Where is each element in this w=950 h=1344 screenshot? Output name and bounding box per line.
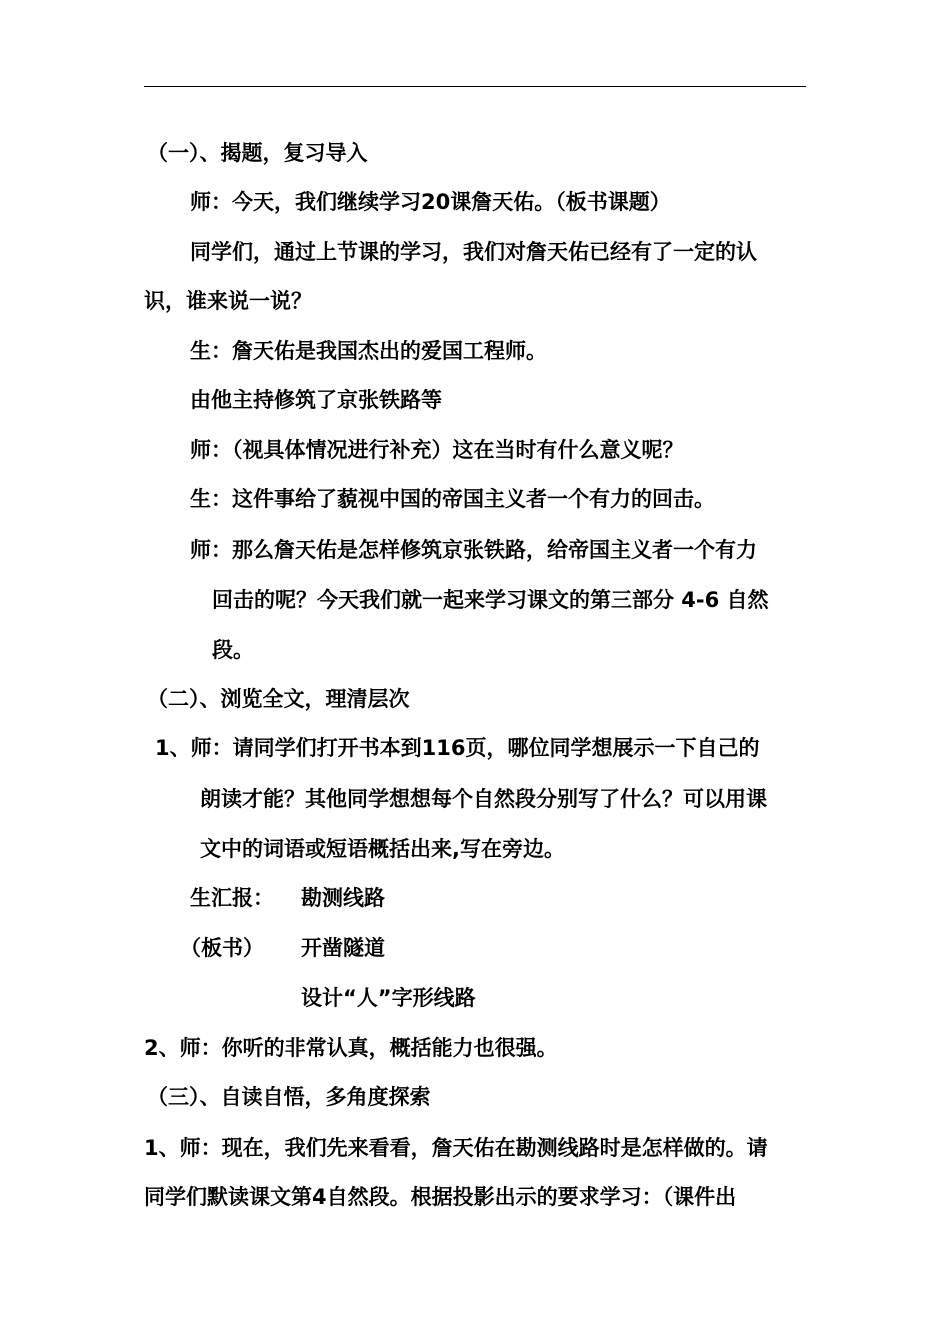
header-rule xyxy=(144,86,806,87)
student-report-label: 生汇报： xyxy=(190,886,274,910)
paragraph-line: 师：（视具体情况进行补充）这在当时有什么意义呢？ xyxy=(190,438,684,462)
board-item: 开凿隧道 xyxy=(301,936,385,960)
paragraph-line: 生：詹天佑是我国杰出的爱国工程师。 xyxy=(190,339,547,363)
paragraph-line: 由他主持修筑了京张铁路等 xyxy=(190,388,442,412)
paragraph-line: 识，谁来说一说？ xyxy=(144,289,312,313)
paragraph-line: 师：今天，我们继续学习20课詹天佑。（板书课题） xyxy=(190,190,671,214)
paragraph-line: 段。 xyxy=(212,638,254,662)
paragraph-line: 1、师：现在，我们先来看看，詹天佑在勘测线路时是怎样做的。请 xyxy=(144,1136,768,1160)
section-heading-3: （三）、自读自悟，多角度探索 xyxy=(147,1085,431,1109)
board-item: 勘测线路 xyxy=(301,886,385,910)
paragraph-line: 文中的词语或短语概括出来,写在旁边。 xyxy=(200,837,565,861)
paragraph-line: 生：这件事给了藐视中国的帝国主义者一个有力的回击。 xyxy=(190,487,715,511)
section-heading-2: （二）、浏览全文，理清层次 xyxy=(147,687,410,711)
paragraph-line: 同学们默读课文第4自然段。根据投影出示的要求学习：（课件出 xyxy=(144,1185,737,1209)
section-heading-1: （一）、揭题，复习导入 xyxy=(147,141,368,165)
paragraph-line: 1、师：请同学们打开书本到116页，哪位同学想展示一下自己的 xyxy=(155,736,760,760)
paragraph-line: 2、师：你听的非常认真，概括能力也很强。 xyxy=(144,1036,558,1060)
paragraph-line: 同学们，通过上节课的学习，我们对詹天佑已经有了一定的认 xyxy=(190,240,757,264)
paragraph-line: 朗读才能？其他同学想想每个自然段分别写了什么？可以用课 xyxy=(200,787,767,811)
board-item: 设计“人”字形线路 xyxy=(301,986,476,1010)
board-label: （板书） xyxy=(180,936,264,960)
paragraph-line: 回击的呢？今天我们就一起来学习课文的第三部分 4-6 自然 xyxy=(212,588,769,612)
paragraph-line: 师：那么詹天佑是怎样修筑京张铁路，给帝国主义者一个有力 xyxy=(190,538,757,562)
